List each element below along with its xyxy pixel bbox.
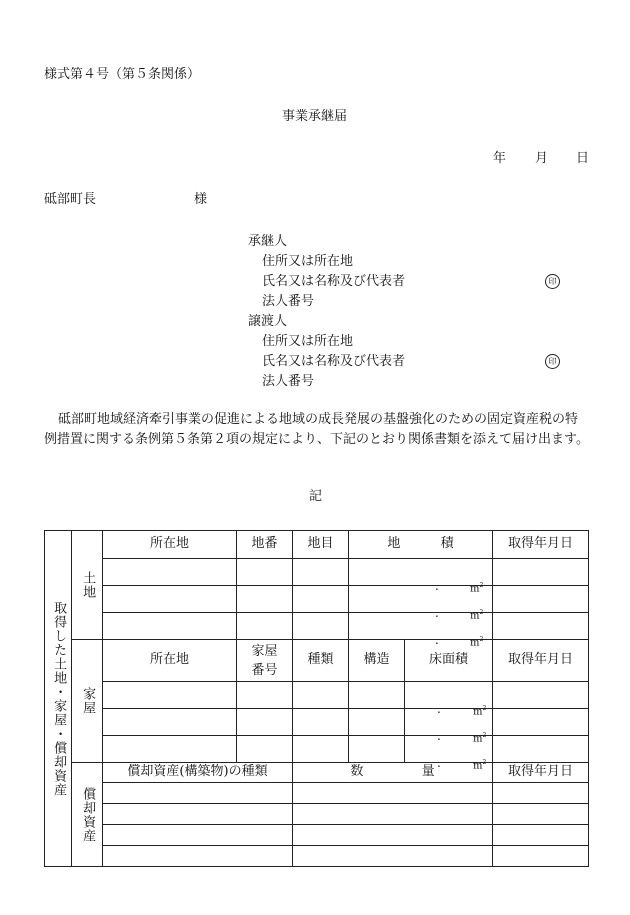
land-acq-date-cell[interactable] <box>493 559 589 586</box>
land-area-unit-m: m <box>470 583 480 595</box>
addressee: 砥部町長 <box>44 192 97 207</box>
depreciable-acq-date-cell[interactable] <box>493 825 589 846</box>
depreciable-label: 償却資産 <box>80 786 96 843</box>
page-title: 事業承継届 <box>282 109 348 124</box>
land-lot-cell[interactable] <box>237 559 293 586</box>
land-acq-date-cell[interactable] <box>493 586 589 613</box>
house-col-number <box>237 640 293 682</box>
body-paragraph <box>44 410 589 450</box>
land-area-dot: . <box>435 579 439 593</box>
land-category-cell[interactable] <box>293 559 349 586</box>
land-area-unit <box>470 582 483 596</box>
land-category-cell[interactable] <box>293 613 349 640</box>
successor-seal-icon: 印 <box>545 274 560 289</box>
land-label-cell <box>72 531 103 640</box>
depreciable-row <box>45 825 589 846</box>
house-kind-cell[interactable] <box>293 709 349 736</box>
land-location-cell[interactable] <box>103 613 237 640</box>
outer-label: 取得した土地・家屋・償却資産 <box>51 600 67 797</box>
land-col-acq-date: 取得年月日 <box>493 531 589 559</box>
house-kind-cell[interactable] <box>293 736 349 763</box>
land-area-unit-sup: 2 <box>479 609 484 616</box>
land-col-location: 所在地 <box>103 531 237 559</box>
land-row <box>45 586 589 613</box>
house-number-cell[interactable] <box>237 736 293 763</box>
depreciable-qty-cell[interactable] <box>293 783 493 804</box>
land-col-category: 地目 <box>293 531 349 559</box>
depreciable-acq-date-cell[interactable] <box>493 783 589 804</box>
land-lot-cell[interactable] <box>237 613 293 640</box>
depreciable-kind-cell[interactable] <box>103 804 293 825</box>
house-row <box>45 682 589 709</box>
land-header-row <box>45 531 589 559</box>
house-col-number-text: 家屋番号 <box>251 643 278 678</box>
house-area-unit-m: m <box>473 706 483 718</box>
transferor-label: 譲渡人 <box>248 314 288 329</box>
house-number-cell[interactable] <box>237 682 293 709</box>
depreciable-row <box>45 804 589 825</box>
house-location-cell[interactable] <box>103 682 237 709</box>
house-area-unit-sup: 2 <box>482 759 487 766</box>
house-acq-date-cell[interactable] <box>493 709 589 736</box>
depreciable-col-qty-right: 量 <box>421 764 435 780</box>
depreciable-row <box>45 846 589 867</box>
depreciable-kind-cell[interactable] <box>103 825 293 846</box>
house-area-unit-sup: 2 <box>482 732 487 739</box>
asset-table <box>44 530 589 867</box>
house-location-cell[interactable] <box>103 736 237 763</box>
land-area-unit-m: m <box>470 637 480 649</box>
house-structure-cell[interactable] <box>349 709 405 736</box>
depreciable-acq-date-cell[interactable] <box>493 804 589 825</box>
house-acq-date-cell[interactable] <box>493 736 589 763</box>
depreciable-row <box>45 783 589 804</box>
house-header-row <box>45 640 589 682</box>
house-structure-cell[interactable] <box>349 682 405 709</box>
land-area-dot: . <box>435 606 439 620</box>
house-floor-area-cell[interactable] <box>405 682 493 718</box>
house-kind-cell[interactable] <box>293 682 349 709</box>
date-day: 日 <box>576 151 590 166</box>
house-area-unit <box>473 705 486 719</box>
house-area-unit <box>473 759 486 773</box>
successor-label: 承継人 <box>248 234 288 249</box>
successor-name-label: 氏名又は名称及び代表者 <box>262 274 406 289</box>
depreciable-col-qty-left: 数 <box>350 764 364 780</box>
land-area-unit <box>470 609 483 623</box>
land-area-unit-sup: 2 <box>479 582 484 589</box>
date-year: 年 <box>493 151 507 166</box>
body-paragraph-text: 砥部町地域経済牽引事業の促進による地域の成長発展の基盤強化のための固定資産税の特例措置に関する条例第５条第２項の規定により、下記のとおり関係書類を添えて届け出ます。 <box>44 412 589 447</box>
land-lot-cell[interactable] <box>237 586 293 613</box>
land-area-dot: . <box>435 633 439 647</box>
land-row <box>45 559 589 586</box>
successor-address-label: 住所又は所在地 <box>262 254 354 269</box>
house-col-structure: 構造 <box>349 640 405 682</box>
ki-label: 記 <box>309 489 323 504</box>
house-row <box>45 709 589 736</box>
house-col-floor-area: 床面積 <box>405 640 493 682</box>
house-label-cell <box>72 640 103 763</box>
depreciable-col-kind: 償却資産(構築物)の種類 <box>103 763 293 783</box>
house-row <box>45 736 589 763</box>
land-area-unit <box>470 636 483 650</box>
land-area-unit-m: m <box>470 610 480 622</box>
house-area-unit-m: m <box>473 760 483 772</box>
successor-corp-number-label: 法人番号 <box>262 294 315 309</box>
depreciable-col-acq-date: 取得年月日 <box>493 763 589 783</box>
depreciable-acq-date-cell[interactable] <box>493 846 589 867</box>
house-structure-cell[interactable] <box>349 736 405 763</box>
depreciable-kind-cell[interactable] <box>103 783 293 804</box>
house-col-acq-date: 取得年月日 <box>493 640 589 682</box>
land-area-cell[interactable] <box>349 559 493 595</box>
depreciable-kind-cell[interactable] <box>103 846 293 867</box>
depreciable-header-row <box>45 763 589 783</box>
land-area-unit-sup: 2 <box>479 636 484 643</box>
land-col-area-left: 地 <box>387 536 401 552</box>
transferor-name-label: 氏名又は名称及び代表者 <box>262 354 406 369</box>
house-label: 家屋 <box>80 687 96 715</box>
house-area-unit-m: m <box>473 733 483 745</box>
land-row <box>45 613 589 640</box>
transferor-corp-number-label: 法人番号 <box>262 374 315 389</box>
form-number: 様式第４号（第５条関係） <box>44 67 201 82</box>
transferor-address-label: 住所又は所在地 <box>262 334 354 349</box>
land-acq-date-cell[interactable] <box>493 613 589 640</box>
transferor-seal-icon: 印 <box>545 354 560 369</box>
house-area-unit-sup: 2 <box>482 705 487 712</box>
land-location-cell[interactable] <box>103 586 237 613</box>
house-area-unit <box>473 732 486 746</box>
house-area-dot: . <box>437 756 441 770</box>
depreciable-col-qty <box>293 763 493 783</box>
outer-label-cell <box>45 531 72 867</box>
land-category-cell[interactable] <box>293 586 349 613</box>
house-location-cell[interactable] <box>103 709 237 736</box>
land-col-area <box>349 531 493 559</box>
honorific: 様 <box>194 192 208 207</box>
depreciable-label-cell <box>72 763 103 867</box>
land-location-cell[interactable] <box>103 559 237 586</box>
land-col-area-right: 積 <box>440 536 454 552</box>
date-month: 月 <box>535 151 549 166</box>
depreciable-qty-cell[interactable] <box>293 846 493 867</box>
land-label: 土地 <box>80 571 96 599</box>
land-col-lot: 地番 <box>237 531 293 559</box>
house-col-location: 所在地 <box>103 640 237 682</box>
house-acq-date-cell[interactable] <box>493 682 589 709</box>
depreciable-qty-cell[interactable] <box>293 804 493 825</box>
depreciable-qty-cell[interactable] <box>293 825 493 846</box>
house-number-cell[interactable] <box>237 709 293 736</box>
house-col-kind: 種類 <box>293 640 349 682</box>
house-area-dot: . <box>437 729 441 743</box>
house-area-dot: . <box>437 702 441 716</box>
